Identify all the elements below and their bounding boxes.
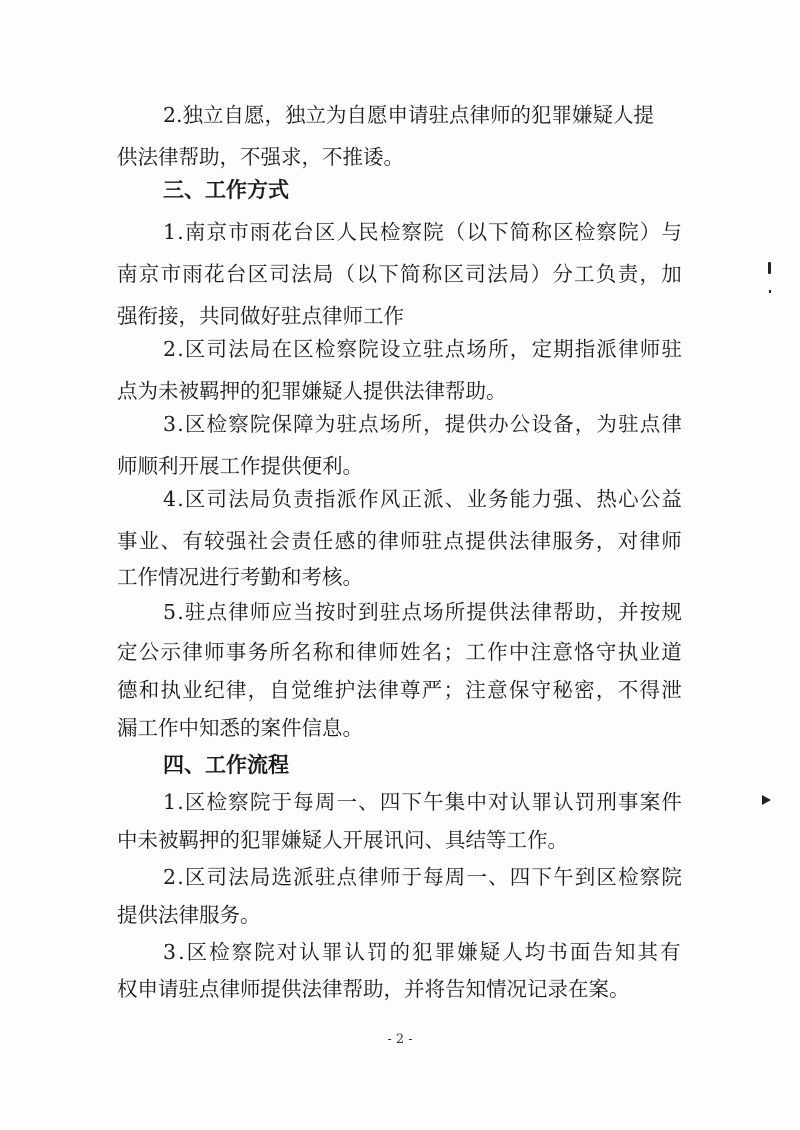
paragraph-line: 强衔接，共同做好驻点律师工作 <box>117 304 404 328</box>
scan-mark <box>769 290 771 293</box>
paragraph-line: 1.南京市雨花台区人民检察院（以下简称区检察院）与 <box>163 220 684 244</box>
paragraph-line: 南京市雨花台区司法局（以下简称区司法局）分工负责，加 <box>117 262 683 286</box>
paragraph-line: 2.区司法局在区检察院设立驻点场所，定期指派律师驻 <box>163 337 684 361</box>
paragraph-line: 事业、有较强社会责任感的律师驻点提供法律服务，对律师 <box>117 529 683 553</box>
paragraph-line: 供法律帮助，不强求，不推诿。 <box>117 145 404 169</box>
scan-mark <box>762 795 771 805</box>
section-heading-work-process: 四、工作流程 <box>163 753 289 777</box>
paragraph-line: 工作情况进行考勤和考核。 <box>117 565 363 589</box>
paragraph-line: 师顺利开展工作提供便利。 <box>117 454 363 478</box>
paragraph-line: 3.区检察院对认罪认罚的犯罪嫌疑人均书面告知其有 <box>163 940 683 964</box>
paragraph-line: 德和执业纪律，自觉维护法律尊严；注意保守秘密，不得泄 <box>117 678 683 702</box>
section-heading-work-method: 三、工作方式 <box>163 178 289 202</box>
paragraph-line: 定公示律师事务所名称和律师姓名；工作中注意恪守执业道 <box>117 640 683 664</box>
paragraph-line: 3.区检察院保障为驻点场所，提供办公设备，为驻点律 <box>163 412 684 436</box>
paragraph-line: 4.区司法局负责指派作风正派、业务能力强、热心公益 <box>163 487 684 511</box>
paragraph-line: 提供法律服务。 <box>117 903 261 927</box>
paragraph-line: 5.驻点律师应当按时到驻点场所提供法律帮助，并按规 <box>163 600 684 624</box>
paragraph-line: 权申请驻点律师提供法律帮助，并将告知情况记录在案。 <box>117 977 630 1001</box>
paragraph-line: 2.区司法局选派驻点律师于每周一、四下午到区检察院 <box>163 865 684 889</box>
paragraph-line: 1.区检察院于每周一、四下午集中对认罪认罚刑事案件 <box>163 790 684 814</box>
paragraph-line: 2.独立自愿，独立为自愿申请驻点律师的犯罪嫌疑人提 <box>163 103 655 127</box>
scan-mark <box>768 262 771 274</box>
paragraph-line: 点为未被羁押的犯罪嫌疑人提供法律帮助。 <box>117 379 507 403</box>
page-number: - 2 - <box>387 1032 413 1047</box>
paragraph-line: 漏工作中知悉的案件信息。 <box>117 716 363 740</box>
paragraph-line: 中未被羁押的犯罪嫌疑人开展讯问、具结等工作。 <box>117 828 568 852</box>
